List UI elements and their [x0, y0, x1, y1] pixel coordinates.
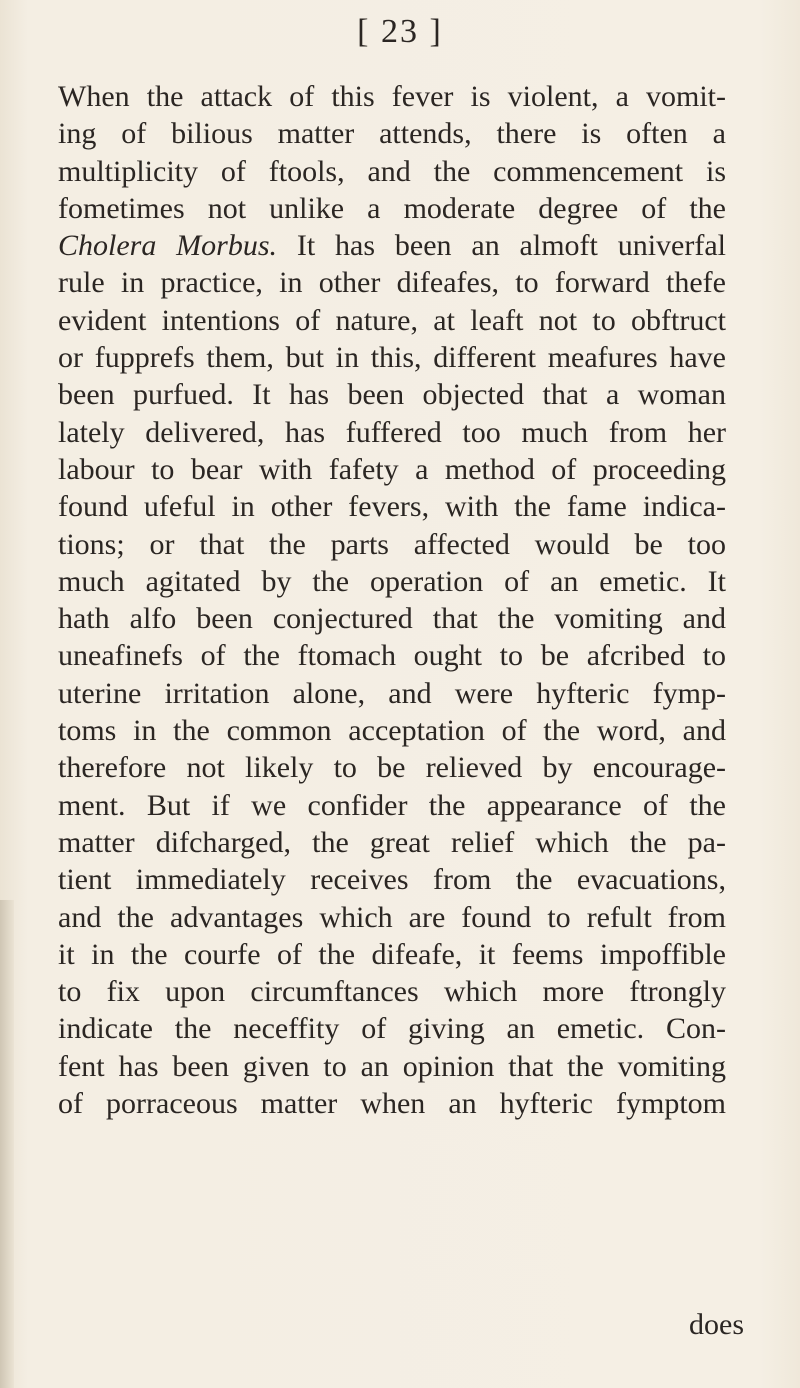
body-text — [58, 78, 726, 1122]
text-line: or fupprefs them, but in this, different meafures have — [58, 341, 726, 375]
text-line: labour to bear with fafety a method of proceeding — [58, 452, 726, 486]
text-line: fent has been given to an opinion that the vomiting — [58, 1049, 726, 1083]
catchword: does — [689, 1308, 744, 1341]
text-line: of porraceous matter when an hyfteric fymptom — [58, 1087, 726, 1121]
page-number: [ 23 ] — [357, 13, 443, 50]
text-line: ing of bilious matter attends, there is often a — [58, 117, 726, 151]
text-line: uneafinefs of the ftomach ought to be afcribed to — [58, 639, 726, 673]
text-line: indicate the neceffity of giving an emetic. Con- — [58, 1012, 726, 1046]
text-line: toms in the common acceptation of the word, and — [58, 714, 726, 748]
text-line: hath alfo been conjectured that the vomiting and — [58, 602, 726, 636]
text-line: therefore not likely to be relieved by encourage- — [58, 751, 726, 785]
text-line: lately delivered, has fuffered too much from her — [58, 415, 726, 449]
text-line: fometimes not unlike a moderate degree of the — [58, 191, 726, 225]
text-line: matter difcharged, the great relief which the pa- — [58, 825, 726, 859]
text-line: multiplicity of ftools, and the commencement is — [58, 154, 726, 188]
text-line: ment. But if we confider the appearance of the — [58, 788, 726, 822]
text-line: tient immediately receives from the evacuations, — [58, 863, 726, 897]
text-line: and the advantages which are found to refult from — [58, 900, 726, 934]
text-line: it in the courfe of the difeafe, it feems impoffible — [58, 937, 726, 971]
text-line — [58, 227, 726, 264]
text-line: uterine irritation alone, and were hyfteric fymp- — [58, 676, 726, 710]
text-line: evident intentions of nature, at leaft not to obftruct — [58, 303, 726, 337]
text-line-rest: It has been an almoft univerfal — [277, 229, 726, 263]
text-line: When the attack of this fever is violent, a vomit- — [58, 80, 726, 113]
text-line: rule in practice, in other difeafes, to forward thefe — [58, 266, 726, 300]
text-line: to fix upon circumftances which more ftrongly — [58, 975, 726, 1009]
text-line: tions; or that the parts affected would be too — [58, 527, 726, 561]
italic-term: Cholera Morbus. — [58, 229, 278, 263]
text-line: much agitated by the operation of an emetic. It — [58, 564, 726, 598]
text-line: found ufeful in other fevers, with the fame indica- — [58, 490, 726, 524]
text-line: been purfued. It has been objected that a woman — [58, 378, 726, 412]
